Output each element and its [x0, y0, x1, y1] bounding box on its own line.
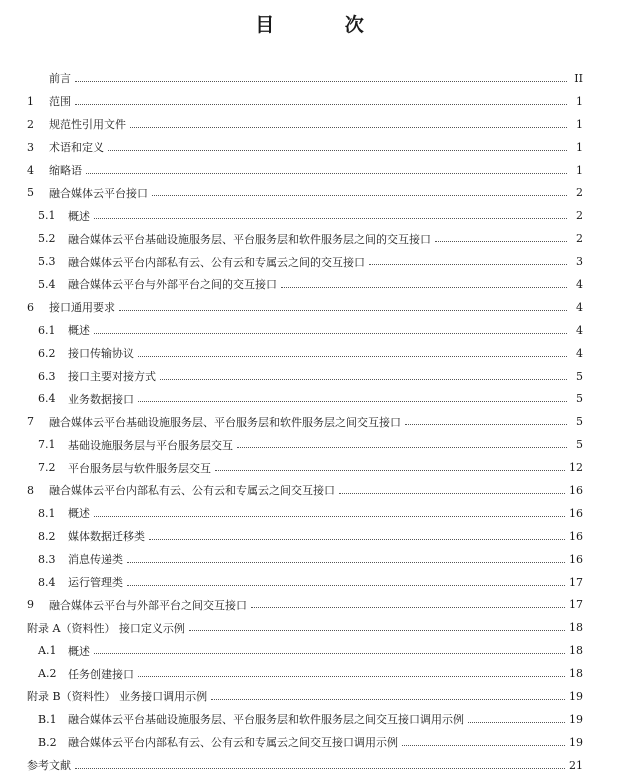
toc-entry-title: 融合媒体云平台与外部平台之间交互接口 — [49, 598, 247, 612]
toc-entry[interactable] — [27, 227, 583, 250]
dot-leader — [86, 161, 567, 174]
toc-entry-number: A.1 — [38, 644, 57, 658]
toc-entry[interactable] — [27, 685, 583, 708]
toc-entry[interactable] — [27, 708, 583, 731]
toc-entry[interactable] — [27, 754, 583, 777]
toc-entry-title: 缩略语 — [49, 164, 82, 177]
toc-entry-page: 16 — [569, 506, 583, 520]
toc-entry-number: 6 — [27, 300, 34, 314]
toc-entry-number: 4 — [27, 163, 34, 177]
toc-entry-page: 4 — [576, 277, 583, 291]
toc-entry[interactable] — [27, 571, 583, 594]
dot-leader — [215, 458, 565, 471]
toc-entry[interactable] — [27, 616, 583, 639]
toc-entry-title: 接口传输协议 — [68, 347, 134, 361]
toc-entry-number: 9 — [27, 598, 34, 612]
dot-leader — [94, 504, 565, 517]
toc-entry-page: 19 — [569, 712, 583, 726]
toc-entry-number: 5.2 — [38, 232, 56, 246]
toc-entry-page: 5 — [576, 415, 583, 429]
toc-entry-page: 12 — [569, 461, 583, 475]
dot-leader — [138, 344, 567, 357]
toc-entry-number: 5.1 — [38, 209, 56, 223]
toc-entry-number: 3 — [27, 140, 34, 154]
toc-entry[interactable] — [27, 136, 583, 159]
dot-leader — [75, 92, 567, 105]
toc-entry-number: 8.4 — [38, 575, 56, 589]
toc-entry-page: 1 — [576, 140, 583, 154]
toc-entry-page: 4 — [576, 346, 583, 360]
toc-entry-number: 6.2 — [38, 346, 56, 360]
toc-entry[interactable] — [27, 479, 583, 502]
dot-leader — [402, 733, 565, 746]
toc-entry-number: 8.3 — [38, 552, 56, 566]
toc-entry[interactable] — [27, 250, 583, 273]
dot-leader — [281, 275, 567, 288]
toc-entry-title: 接口通用要求 — [49, 301, 115, 315]
toc-entry[interactable] — [27, 410, 583, 433]
toc-entry[interactable] — [27, 593, 583, 616]
toc-entry[interactable] — [27, 502, 583, 525]
dot-leader — [435, 229, 567, 242]
toc-entry[interactable] — [27, 90, 583, 113]
dot-leader — [127, 573, 565, 586]
toc-entry-page: II — [574, 71, 583, 85]
toc-entry[interactable] — [27, 181, 583, 204]
toc-entry-page: 1 — [576, 117, 583, 131]
toc-entry-number: 5.4 — [38, 277, 56, 291]
dot-leader — [237, 435, 567, 448]
toc-entry-title: 融合媒体云平台基础设施服务层、平台服务层和软件服务层之间交互接口 — [49, 415, 401, 429]
toc-entry-title: 消息传递类 — [68, 553, 123, 567]
toc-entry-number: 5 — [27, 186, 34, 200]
dot-leader — [138, 664, 565, 677]
toc-entry-title: 融合媒体云平台内部私有云、公有云和专属云之间的交互接口 — [68, 255, 365, 269]
toc-entry-page: 2 — [576, 186, 583, 200]
toc-entry-number: B.1 — [38, 712, 57, 726]
toc-entry[interactable] — [27, 731, 583, 754]
dot-leader — [94, 641, 565, 654]
toc-entry-page: 19 — [569, 689, 583, 703]
toc-entry-title: 融合媒体云平台基础设施服务层、平台服务层和软件服务层之间的交互接口 — [68, 232, 431, 246]
toc-entry[interactable] — [27, 548, 583, 571]
dot-leader — [149, 527, 565, 540]
toc-entry[interactable] — [27, 204, 583, 227]
toc-entry-title: 概述 — [68, 644, 90, 658]
toc-entry[interactable] — [27, 319, 583, 342]
toc-entry-page: 17 — [569, 598, 583, 612]
toc-entry[interactable] — [27, 433, 583, 456]
toc-entry-number: A.2 — [38, 667, 57, 681]
toc-entry-title: 平台服务层与软件服务层交互 — [68, 461, 211, 475]
toc-entry-page: 2 — [576, 232, 583, 246]
toc-entry[interactable] — [27, 456, 583, 479]
toc-entry-title: 范围 — [49, 95, 71, 109]
toc-entry-number: 2 — [27, 117, 34, 131]
toc-entry-title: 接口主要对接方式 — [68, 370, 156, 384]
toc-entry-title: 任务创建接口 — [68, 667, 134, 681]
toc-entry-page: 18 — [569, 667, 583, 681]
toc-entry-number: B.2 — [38, 735, 57, 749]
toc-entry-title: 业务数据接口 — [68, 392, 134, 406]
dot-leader — [119, 298, 567, 311]
toc-entry[interactable] — [27, 342, 583, 365]
dot-leader — [251, 595, 565, 608]
dot-leader — [160, 367, 567, 380]
toc-entry[interactable] — [27, 662, 583, 685]
toc-entry-title: 参考文献 — [27, 759, 71, 773]
toc-entry[interactable] — [27, 159, 583, 182]
toc-entry-page: 5 — [576, 438, 583, 452]
toc-entry-number: 6.1 — [38, 323, 56, 337]
toc-entry-number: 7 — [27, 415, 34, 429]
toc-entry-page: 1 — [576, 94, 583, 108]
dot-leader — [75, 69, 567, 82]
dot-leader — [369, 252, 567, 265]
dot-leader — [405, 412, 567, 425]
table-of-contents — [27, 67, 583, 777]
toc-entry-page: 19 — [569, 735, 583, 749]
toc-entry-page: 4 — [576, 300, 583, 314]
toc-entry-number: 1 — [27, 94, 34, 108]
toc-entry-page: 4 — [576, 323, 583, 337]
toc-entry-page: 18 — [569, 644, 583, 658]
toc-entry-title: 基础设施服务层与平台服务层交互 — [68, 438, 233, 452]
toc-entry[interactable] — [27, 365, 583, 388]
toc-entry-title: 概述 — [68, 324, 90, 338]
toc-entry-page: 2 — [576, 209, 583, 223]
toc-entry-title: 概述 — [68, 209, 90, 223]
toc-entry-title: 融合媒体云平台与外部平台之间的交互接口 — [68, 278, 277, 292]
toc-entry-title: 融合媒体云平台接口 — [49, 186, 148, 200]
toc-entry-number: 6.4 — [38, 392, 56, 406]
toc-entry-title: 附录 A（资料性） 接口定义示例 — [27, 621, 185, 635]
toc-entry-number: 6.3 — [38, 369, 56, 383]
page-title: 目 次 — [255, 14, 396, 36]
toc-entry-title: 融合媒体云平台基础设施服务层、平台服务层和软件服务层之间交互接口调用示例 — [68, 713, 464, 727]
toc-entry[interactable] — [27, 296, 583, 319]
dot-leader — [468, 710, 565, 723]
toc-entry-page: 16 — [569, 483, 583, 497]
toc-entry-title: 前言 — [49, 72, 71, 86]
dot-leader — [127, 550, 565, 563]
dot-leader — [108, 138, 567, 151]
toc-entry-page: 18 — [569, 621, 583, 635]
toc-entry-number: 7.2 — [38, 461, 56, 475]
dot-leader — [211, 687, 565, 700]
toc-entry[interactable] — [27, 387, 583, 410]
toc-entry[interactable] — [27, 113, 583, 136]
toc-entry-page: 3 — [576, 255, 583, 269]
toc-entry-page: 5 — [576, 392, 583, 406]
dot-leader — [75, 756, 565, 769]
toc-entry-page: 5 — [576, 369, 583, 383]
dot-leader — [94, 321, 567, 334]
toc-entry-number: 8 — [27, 483, 34, 497]
toc-entry-title: 融合媒体云平台内部私有云、公有云和专属云之间交互接口 — [49, 484, 335, 498]
toc-entry[interactable] — [27, 639, 583, 662]
toc-entry-title: 媒体数据迁移类 — [68, 530, 145, 544]
toc-entry-page: 21 — [569, 758, 583, 772]
toc-entry-title: 概述 — [68, 507, 90, 521]
toc-entry-title: 运行管理类 — [68, 576, 123, 590]
dot-leader — [189, 618, 565, 631]
toc-entry[interactable] — [27, 273, 583, 296]
toc-entry-title: 附录 B（资料性） 业务接口调用示例 — [27, 690, 208, 704]
dot-leader — [138, 389, 567, 402]
toc-entry-number: 8.1 — [38, 506, 56, 520]
toc-entry-number: 8.2 — [38, 529, 56, 543]
toc-entry-title: 术语和定义 — [49, 141, 104, 155]
dot-leader — [94, 206, 567, 219]
dot-leader — [152, 183, 567, 196]
toc-entry[interactable] — [27, 67, 583, 90]
toc-entry-page: 17 — [569, 575, 583, 589]
toc-entry-number: 5.3 — [38, 255, 56, 269]
dot-leader — [130, 115, 567, 128]
dot-leader — [339, 481, 565, 494]
toc-entry-title: 融合媒体云平台内部私有云、公有云和专属云之间交互接口调用示例 — [68, 736, 398, 750]
toc-entry-number: 7.1 — [38, 438, 56, 452]
toc-entry-title: 规范性引用文件 — [49, 118, 126, 132]
toc-entry-page: 16 — [569, 529, 583, 543]
toc-entry[interactable] — [27, 525, 583, 548]
toc-entry-page: 1 — [576, 163, 583, 177]
toc-entry-page: 16 — [569, 552, 583, 566]
